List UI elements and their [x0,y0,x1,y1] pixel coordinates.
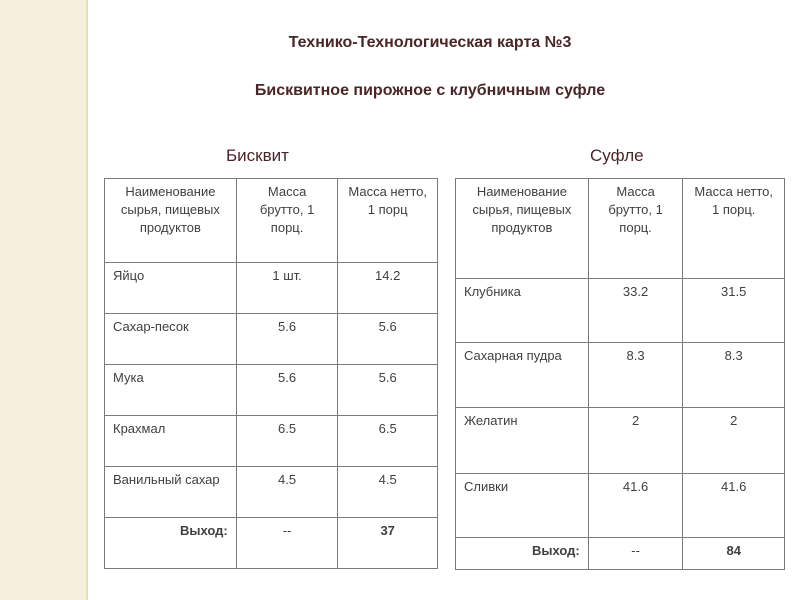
table-row [456,343,785,408]
gross-value: 4.5 [236,467,338,518]
output-label: Выход: [105,518,237,569]
left-decorative-band [0,0,86,600]
ingredient-name: Мука [105,365,237,416]
ingredient-name: Крахмал [105,416,237,467]
gross-value: 8.3 [588,343,683,408]
ingredient-name: Желатин [456,408,589,474]
net-value: 6.5 [338,416,438,467]
output-label: Выход: [456,538,589,570]
ingredient-name: Яйцо [105,263,237,314]
table-row [105,416,438,467]
table-row [105,263,438,314]
souffle-table [455,178,785,570]
table-row [456,279,785,343]
net-value: 4.5 [338,467,438,518]
net-value: 5.6 [338,314,438,365]
output-net: 37 [338,518,438,569]
net-value: 5.6 [338,365,438,416]
biscuit-section-title: Бисквит [226,146,289,165]
net-value: 41.6 [683,474,785,538]
table-row [456,474,785,538]
header-net: Масса нетто, 1 порц. [683,179,785,279]
header-name: Наименование сырья, пищевых продуктов [456,179,589,279]
gross-value: 6.5 [236,416,338,467]
gross-value: 2 [588,408,683,474]
table-header-row [105,179,438,263]
ingredient-name: Клубника [456,279,589,343]
output-row [105,518,438,569]
gross-value: 1 шт. [236,263,338,314]
net-value: 14.2 [338,263,438,314]
table-row [105,365,438,416]
gross-value: 33.2 [588,279,683,343]
header-net: Масса нетто, 1 порц [338,179,438,263]
header-gross: Масса брутто, 1 порц. [588,179,683,279]
ingredient-name: Сливки [456,474,589,538]
table-row [105,467,438,518]
table-row [105,314,438,365]
output-row [456,538,785,570]
header-gross: Масса брутто, 1 порц. [236,179,338,263]
ingredient-name: Сахар-песок [105,314,237,365]
output-gross: -- [236,518,338,569]
net-value: 2 [683,408,785,474]
document-subtitle: Бисквитное пирожное с клубничным суфле [254,82,606,99]
output-gross: -- [588,538,683,570]
document-title: Технико-Технологическая карта №3 [288,34,572,51]
net-value: 8.3 [683,343,785,408]
gross-value: 5.6 [236,365,338,416]
gross-value: 5.6 [236,314,338,365]
header-name: Наименование сырья, пищевых продуктов [105,179,237,263]
ingredient-name: Сахарная пудра [456,343,589,408]
table-header-row [456,179,785,279]
gross-value: 41.6 [588,474,683,538]
net-value: 31.5 [683,279,785,343]
left-decorative-line [86,0,88,600]
table-row [456,408,785,474]
biscuit-table [104,178,438,569]
souffle-section-title: Суфле [590,146,644,165]
ingredient-name: Ванильный сахар [105,467,237,518]
output-net: 84 [683,538,785,570]
